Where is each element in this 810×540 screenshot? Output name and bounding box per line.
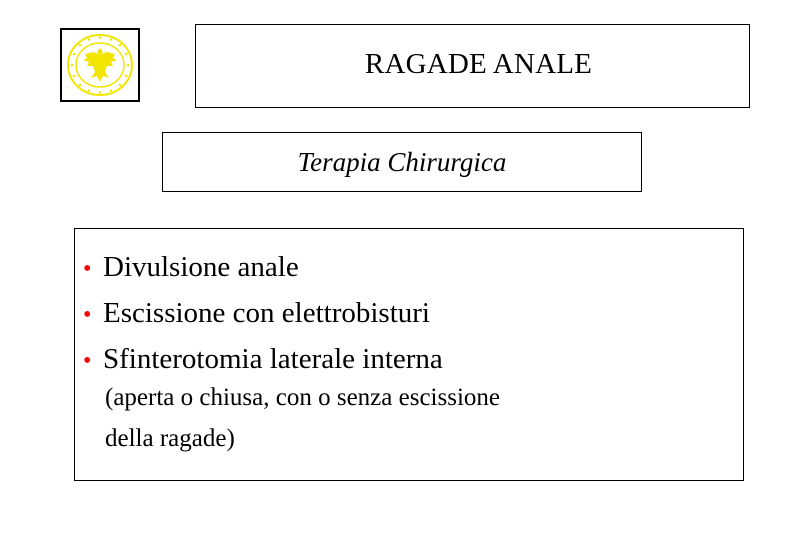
slide-title: RAGADE ANALE [364, 47, 593, 80]
bullet-text: Divulsione anale [103, 251, 299, 283]
note-line: (aperta o chiusa, con o senza escissione [105, 384, 500, 411]
slide-subtitle: Terapia Chirurgica [297, 146, 507, 177]
subtitle-box [162, 132, 642, 192]
bullet-icon: • [83, 302, 92, 328]
title-box [195, 24, 750, 108]
bullet-icon: • [83, 256, 92, 282]
list-item [83, 291, 443, 337]
bullet-icon: • [83, 348, 92, 374]
bullet-note [105, 377, 500, 459]
list-item [83, 245, 443, 291]
bullet-text: Sfinterotomia laterale interna [103, 343, 443, 375]
content-box [74, 228, 744, 481]
note-line: della ragade) [105, 425, 235, 452]
logo-frame [60, 28, 140, 102]
bullet-list [83, 245, 443, 383]
bullet-text: Escissione con elettrobisturi [103, 297, 430, 329]
university-seal-icon [65, 32, 135, 98]
